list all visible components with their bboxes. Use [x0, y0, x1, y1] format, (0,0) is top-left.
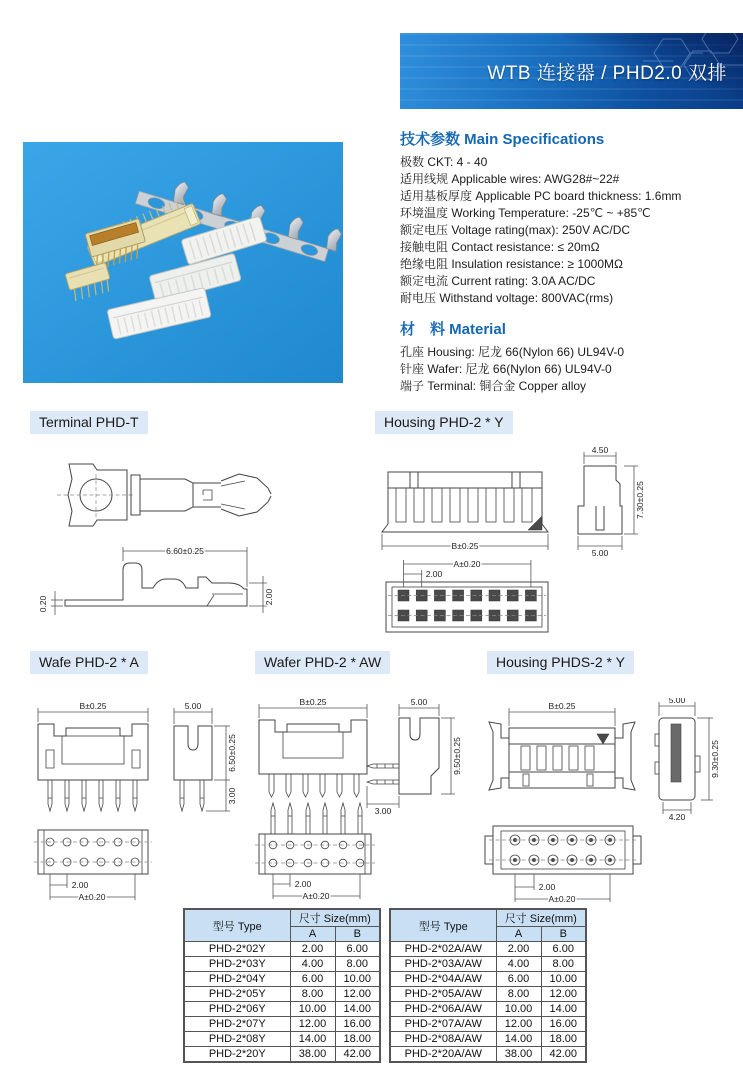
size-table-y [183, 908, 381, 1063]
dim-wafer2aw-b: B±0.25 [299, 698, 327, 707]
cell-model: PHD-2*07Y [184, 1017, 290, 1032]
dim-wafer2aw-pitch: 2.00 [294, 879, 312, 889]
table-row [390, 942, 586, 957]
table-row [184, 972, 380, 987]
spec-line: 环境温度 Working Temperature: -25℃ ~ +85℃ [400, 206, 651, 220]
spec-line: 额定电流 Current rating: 3.0A AC/DC [400, 274, 596, 288]
spec-line: 绝缘电阻 Insulation resistance: ≥ 1000MΩ [400, 257, 623, 271]
cell-size-b: 10.00 [541, 972, 586, 987]
dim-wafe2a-sidetop: 5.00 [184, 701, 202, 711]
dim-phds2y-sidetop: 5.00 [668, 698, 686, 705]
cell-size-a: 8.00 [496, 987, 541, 1002]
cell-size-b: 16.00 [335, 1017, 380, 1032]
column-header-type: 型号 Type [390, 909, 496, 942]
page-title: WTB 连接器 / PHD2.0 双排 [487, 62, 727, 84]
spec-line: 端子 Terminal: 铜合金 Copper alloy [400, 379, 587, 393]
cell-model: PHD-2*03A/AW [390, 957, 496, 972]
dim-housing2y-sideheight: 7.30±0.25 [635, 481, 645, 519]
dim-terminal-length: 6.60±0.25 [166, 546, 204, 556]
dim-wafe2a-pinlength: 3.00 [227, 787, 237, 805]
cell-model: PHD-2*05Y [184, 987, 290, 1002]
size-table-a-aw-body [390, 942, 586, 1062]
cell-size-b: 14.00 [541, 1002, 586, 1017]
dim-housing2y-sidetop: 4.50 [591, 445, 609, 455]
dim-wafe2a-sideheight: 6.50±0.25 [227, 734, 237, 772]
section-heading-phds-2y: Housing PHDS-2 * Y [487, 651, 634, 674]
section-heading-wafer-2aw: Wafer PHD-2 * AW [255, 651, 390, 674]
table-row [390, 1017, 586, 1032]
cell-size-a: 2.00 [290, 942, 335, 957]
material-list [400, 344, 743, 395]
size-table-a-aw [389, 908, 587, 1063]
cell-model: PHD-2*04Y [184, 972, 290, 987]
cell-size-a: 38.00 [290, 1047, 335, 1062]
cell-size-b: 8.00 [541, 957, 586, 972]
cell-size-b: 42.00 [541, 1047, 586, 1062]
spec-line: 适用基板厚度 Applicable PC board thickness: 1.6mm [400, 189, 682, 203]
cell-size-b: 12.00 [541, 987, 586, 1002]
photo-background [23, 142, 343, 383]
cell-size-a: 2.00 [496, 942, 541, 957]
table-row [184, 987, 380, 1002]
cell-size-a: 12.00 [290, 1017, 335, 1032]
specs-list [400, 154, 743, 307]
product-photo [23, 142, 343, 383]
cell-model: PHD-2*08Y [184, 1032, 290, 1047]
dim-wafer2aw-span: A±0.20 [302, 891, 330, 901]
cell-model: PHD-2*07A/AW [390, 1017, 496, 1032]
specs-heading: 技术参数 Main Specifications [400, 131, 605, 148]
cell-size-a: 38.00 [496, 1047, 541, 1062]
table-row [184, 1002, 380, 1017]
drawing-housing-phds-2y [477, 698, 735, 910]
dim-phds2y-sideheight: 9.30±0.25 [710, 740, 720, 778]
cell-model: PHD-2*20A/AW [390, 1047, 496, 1062]
cell-size-a: 12.00 [496, 1017, 541, 1032]
cell-size-a: 8.00 [290, 987, 335, 1002]
spec-line: 针座 Wafer: 尼龙 66(Nylon 66) UL94V-0 [400, 362, 612, 376]
dim-housing2y-span: A±0.20 [453, 559, 481, 569]
title-banner [400, 33, 743, 109]
column-header-a: A [290, 927, 335, 942]
cell-size-a: 6.00 [496, 972, 541, 987]
section-heading-wafe-2a: Wafe PHD-2 * A [30, 651, 148, 674]
drawing-wafer-phd-2aw [247, 698, 469, 910]
cell-model: PHD-2*05A/AW [390, 987, 496, 1002]
spec-line: 接触电阻 Contact resistance: ≤ 20mΩ [400, 240, 600, 254]
cell-model: PHD-2*08A/AW [390, 1032, 496, 1047]
cell-size-a: 6.00 [290, 972, 335, 987]
spec-line: 极数 CKT: 4 - 40 [400, 155, 488, 169]
drawing-housing-phd-2y [372, 442, 742, 647]
cell-size-a: 14.00 [496, 1032, 541, 1047]
cell-size-b: 18.00 [541, 1032, 586, 1047]
spec-line: 适用线规 Applicable wires: AWG28#~22# [400, 172, 620, 186]
table-row [390, 972, 586, 987]
cell-size-b: 10.00 [335, 972, 380, 987]
dim-wafer2aw-pinlength: 3.00 [374, 806, 392, 816]
dim-wafe2a-pitch: 2.00 [71, 880, 89, 890]
dim-phds2y-b: B±0.25 [548, 701, 576, 711]
dim-wafer2aw-sideheight: 9.50±0.25 [452, 737, 462, 775]
column-header-b: B [541, 927, 586, 942]
dim-phds2y-sidebottom: 4.20 [668, 812, 686, 822]
table-row [184, 1047, 380, 1062]
spec-line: 额定电压 Voltage rating(max): 250V AC/DC [400, 223, 631, 237]
cell-model: PHD-2*20Y [184, 1047, 290, 1062]
cell-model: PHD-2*04A/AW [390, 972, 496, 987]
spec-line: 耐电压 Withstand voltage: 800VAC(rms) [400, 291, 614, 305]
cell-size-a: 10.00 [496, 1002, 541, 1017]
cell-model: PHD-2*03Y [184, 957, 290, 972]
dim-wafer2aw-sidetop: 5.00 [410, 698, 428, 707]
table-row [184, 1017, 380, 1032]
material-heading: 材 料 Material [400, 321, 506, 338]
cell-size-b: 16.00 [541, 1017, 586, 1032]
cell-size-a: 4.00 [290, 957, 335, 972]
column-header-size: 尺寸 Size(mm) [290, 909, 380, 927]
table-row [390, 957, 586, 972]
cell-model: PHD-2*06A/AW [390, 1002, 496, 1017]
dim-wafe2a-span: A±0.20 [78, 892, 106, 902]
dim-wafe2a-b: B±0.25 [79, 701, 107, 711]
cell-size-a: 4.00 [496, 957, 541, 972]
cell-size-b: 12.00 [335, 987, 380, 1002]
cell-size-b: 6.00 [541, 942, 586, 957]
dim-housing2y-b: B±0.25 [451, 541, 479, 551]
table-row [390, 1047, 586, 1062]
cell-size-b: 42.00 [335, 1047, 380, 1062]
dim-phds2y-pitch: 2.00 [538, 882, 556, 892]
cell-model: PHD-2*02A/AW [390, 942, 496, 957]
table-row [184, 1032, 380, 1047]
cell-size-b: 6.00 [335, 942, 380, 957]
column-header-type: 型号 Type [184, 909, 290, 942]
specifications-block [400, 128, 743, 395]
cell-model: PHD-2*02Y [184, 942, 290, 957]
spec-line: 孔座 Housing: 尼龙 66(Nylon 66) UL94V-0 [400, 345, 625, 359]
dim-housing2y-sidebottom: 5.00 [591, 548, 609, 558]
column-header-a: A [496, 927, 541, 942]
drawing-terminal-phd-t [35, 448, 315, 648]
dim-terminal-height: 2.00 [264, 588, 274, 606]
column-header-size: 尺寸 Size(mm) [496, 909, 586, 927]
section-heading-housing-2y: Housing PHD-2 * Y [375, 411, 513, 434]
dim-housing2y-pitch: 2.00 [425, 569, 443, 579]
table-row [390, 987, 586, 1002]
section-heading-terminal: Terminal PHD-T [30, 411, 148, 434]
cell-model: PHD-2*06Y [184, 1002, 290, 1017]
cell-size-b: 14.00 [335, 1002, 380, 1017]
dim-terminal-thickness: 0.20 [38, 595, 48, 613]
table-row [390, 1032, 586, 1047]
column-header-b: B [335, 927, 380, 942]
cell-size-b: 18.00 [335, 1032, 380, 1047]
cell-size-b: 8.00 [335, 957, 380, 972]
dim-phds2y-span: A±0.20 [548, 894, 576, 904]
table-row [184, 942, 380, 957]
cell-size-a: 14.00 [290, 1032, 335, 1047]
cell-size-a: 10.00 [290, 1002, 335, 1017]
drawing-wafe-phd-2a [22, 698, 244, 910]
table-row [184, 957, 380, 972]
size-table-y-body [184, 942, 380, 1062]
table-row [390, 1002, 586, 1017]
